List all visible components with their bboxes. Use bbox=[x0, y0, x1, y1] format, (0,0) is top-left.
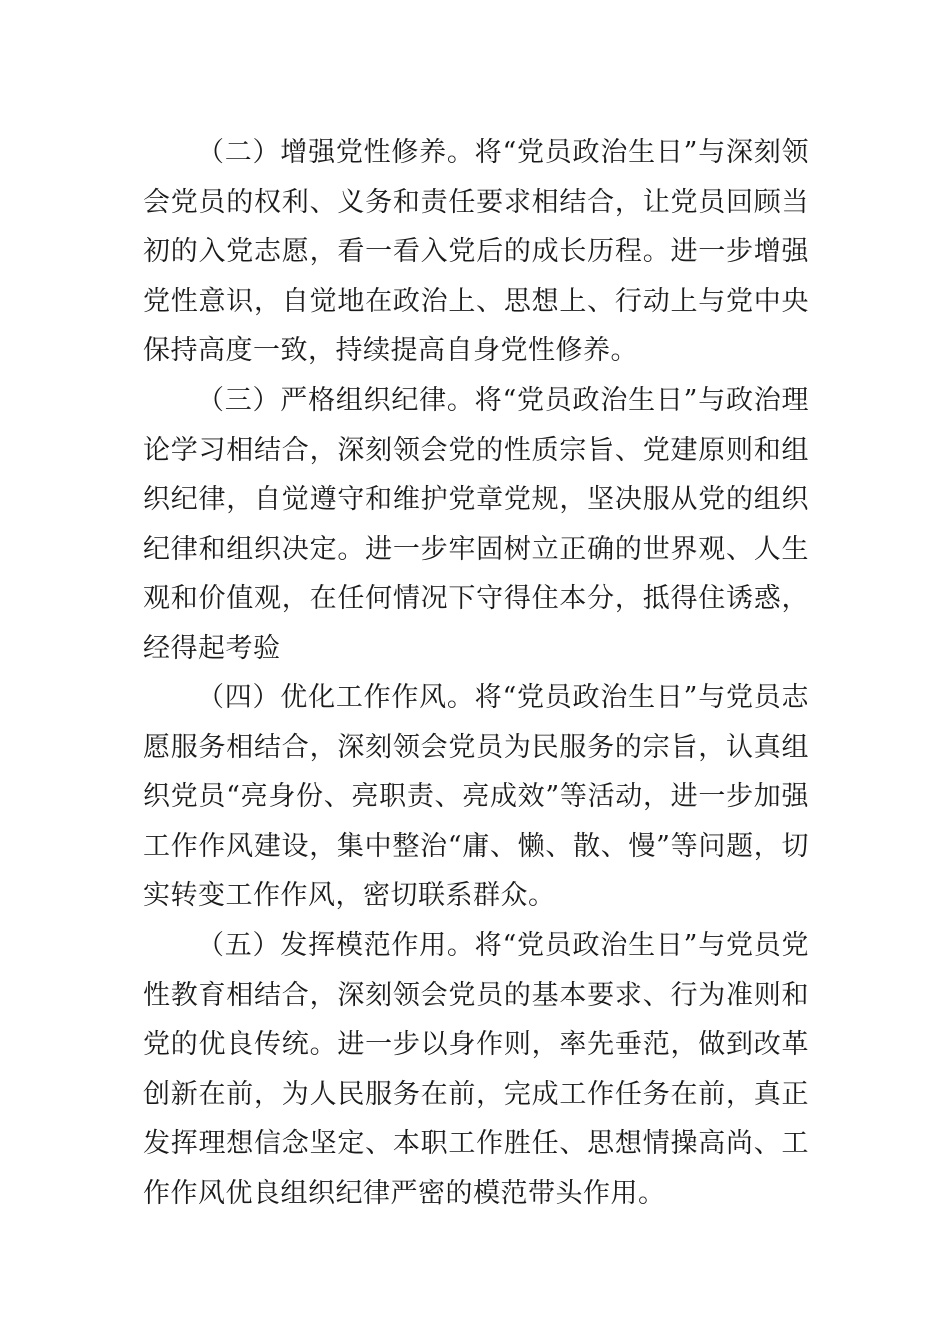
paragraph-section-2: （二）增强党性修养。将“党员政治生日”与深刻领会党员的权利、义务和责任要求相结合，让党员回顾当初的入党志愿，看一看入党后的成长历程。进一步增强党性意识，自觉地在政治上、思想上、行动上与党中央保持高度一致，持续提高自身党性修养。 bbox=[143, 137, 809, 366]
paragraph-section-5: （五）发挥模范作用。将“党员政治生日”与党员党性教育相结合，深刻领会党员的基本要求、行为准则和党的优良传统。进一步以身作则，率先垂范，做到改革创新在前，为人民服务在前，完成工作任务在前，真正发挥理想信念坚定、本职工作胜任、思想情操高尚、工作作风优良组织纪律严密的模范带头作用。 bbox=[143, 930, 809, 1209]
paragraph-section-4: （四）优化工作作风。将“党员政治生日”与党员志愿服务相结合，深刻领会党员为民服务的宗旨，认真组织党员“亮身份、亮职责、亮成效”等活动，进一步加强工作作风建设，集中整治“庸、懒、散、慢”等问题，切实转变工作作风，密切联系群众。 bbox=[143, 682, 809, 911]
paragraph-section-3: （三）严格组织纪律。将“党员政治生日”与政治理论学习相结合，深刻领会党的性质宗旨、党建原则和组织纪律，自觉遵守和维护党章党规，坚决服从党的组织纪律和组织决定。进一步牢固树立正确的世界观、人生观和价值观，在任何情况下守得住本分，抵得住诱惑，经得起考验 bbox=[143, 385, 809, 664]
